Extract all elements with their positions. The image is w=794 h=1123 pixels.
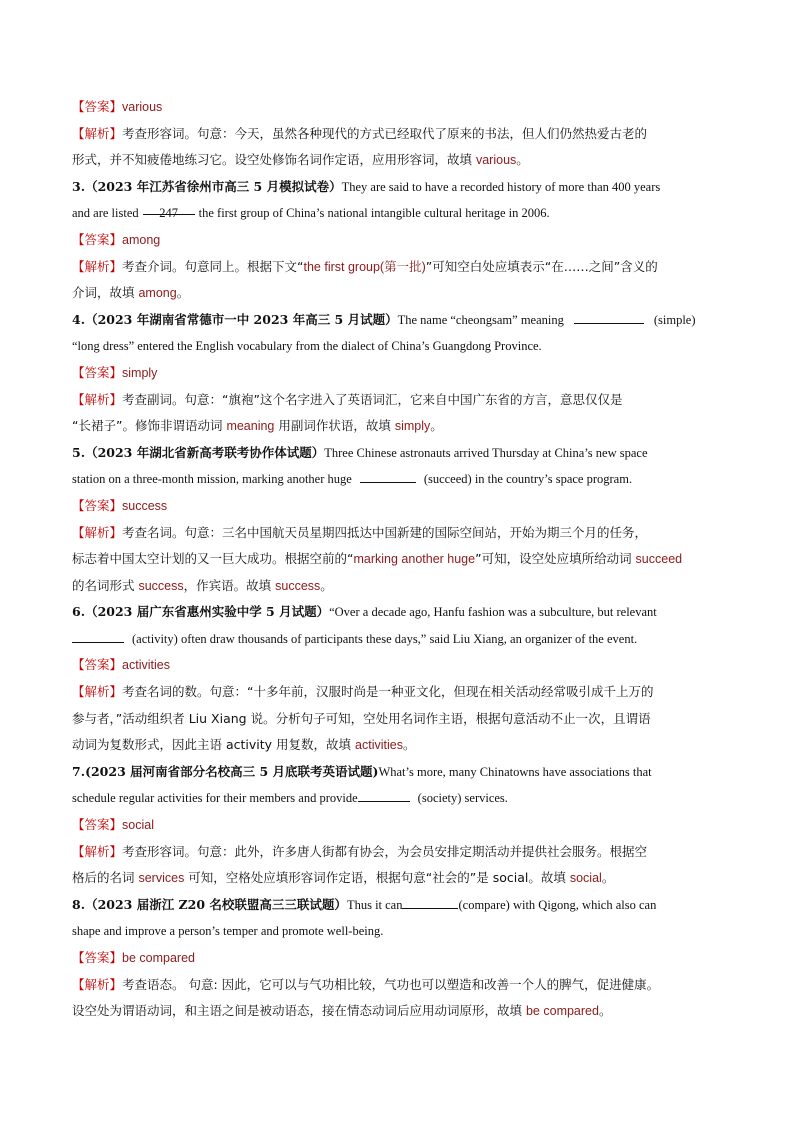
question-text: (society) services. [417,791,508,806]
answer-value: simply [122,365,158,380]
answer-value: social [122,818,154,833]
answer-tag: 【答案】 [72,364,123,380]
analysis-line [72,520,722,547]
answer-line [72,945,722,972]
answer-value: be compared [122,951,195,965]
analysis-text: 考查名词。句意：三名中国航天员星期四抵达中国新建的国际空间站，开始为期三个月的任务， [122,524,648,540]
analysis-line [72,254,722,281]
answer-tag: 【答案】 [72,231,123,247]
question-text: The name “cheongsam” meaning [397,312,564,327]
question-line [72,759,722,786]
answer-line [72,94,722,121]
answer-tag: 【答案】 [72,657,123,673]
analysis-text: 考查形容词。句意：今天，虽然各种现代的方式已经取代了原来的书法，但人们仍然热爱古老的 [122,125,648,141]
answer-blank[interactable] [402,894,458,909]
term-highlight: meaning [226,419,275,434]
analysis-tag: 【解析】 [72,125,123,141]
analysis-text: 的名词形式 [72,577,139,593]
question-text: schedule regular activities for their members and provide [72,791,358,806]
analysis-tag: 【解析】 [72,258,123,274]
analysis-text: 。 [402,737,416,753]
question-line [72,599,722,626]
analysis-tag: 【解析】 [72,391,123,407]
analysis-text: Liu Xiang [188,710,247,726]
analysis-text: 考查语态。 句意: 因此，它可以与气功相比较，气功也可以塑造和改善一个人的脾气，促进健康。 [122,976,660,992]
question-source: （2023 届浙江 Z20 名校联盟高三三联试题） [85,896,347,912]
question-text: (activity) often draw thousands of participants these days,” said Liu Xiang, an organizer of the event. [132,631,638,646]
analysis-text: 标志着中国太空计划的又一巨大成功。根据空前的“ [72,551,354,567]
question-line [72,174,722,201]
analysis-line [72,732,722,759]
answer-tag: 【答案】 [72,950,123,965]
answer-value: various [122,100,163,114]
question-line [72,892,722,919]
analysis-text: 动词为复数形式，因此主语 [72,737,226,753]
question-source: （2023 年江苏省徐州市高三 5 月模拟试卷） [85,178,342,194]
question-text: Thus it can [346,897,403,912]
question-number: 6. [72,604,86,620]
analysis-text: 考查名词的数。句意：“十多年前，汉服时尚是一种亚文化，但现在相关活动经常吸引成千上万的 [122,684,654,700]
analysis-text: ”可知，设空处应填所给动词 [475,551,636,567]
answer-line [72,360,722,387]
analysis-tag: 【解析】 [72,843,123,859]
answer-highlight: be compared [525,1004,599,1019]
analysis-text: 。 [601,870,615,886]
analysis-tag: 【解析】 [72,684,123,700]
analysis-line [72,413,722,440]
question-text: “long dress” entered the English vocabulary from the dialect of China’s Guangdong Province. [72,339,542,354]
answer-highlight: various [475,153,517,168]
answer-line [72,812,722,839]
answer-line [72,652,722,679]
analysis-text: 考查介词。句意同上。根据下文“ [122,258,304,274]
question-text: What’s more, many Chinatowns have associations that [378,764,652,779]
analysis-text: 可知，空格处应填形容词作定语，根据句意“社会的”是 [184,870,493,886]
answer-value: among [122,232,161,247]
question-source: （2023 年湖北省新高考联考协作体试题） [85,444,325,460]
answer-blank[interactable] [72,628,124,643]
analysis-text: 用复数，故填 [272,737,356,753]
answer-blank[interactable]: 247 [143,200,195,215]
answer-value: success [122,498,168,513]
analysis-line [72,147,722,174]
answer-highlight: activities [355,738,403,753]
answer-line [72,493,722,520]
question-text: They are said to have a recorded history of more than 400 years [341,179,661,194]
analysis-line [72,121,722,148]
question-number: 5. [72,444,86,460]
document-page [72,94,722,1025]
question-text: station on a three-month mission, marking another huge [72,472,352,487]
analysis-text: social [492,870,529,886]
question-number: 8. [72,896,86,912]
term-highlight: services [138,871,185,886]
question-hint: (simple) [653,312,696,327]
question-text: (compare) with Qigong, which also can [458,897,657,912]
answer-tag: 【答案】 [72,817,123,833]
analysis-text: 设空处为谓语动词，和主语之间是被动语态，接在情态动词后应用动词原形，故填 [72,1003,526,1019]
analysis-text: 。 [320,577,333,593]
analysis-text: 参与者，”活动组织者 [72,710,189,726]
answer-blank[interactable] [358,787,410,802]
analysis-tag: 【解析】 [72,524,123,540]
analysis-line [72,706,722,733]
term-highlight: succeed [635,552,683,567]
analysis-text: 介词，故填 [72,285,139,301]
answer-blank[interactable] [574,309,644,324]
analysis-text: 。 [430,418,443,434]
analysis-text: 。 [176,285,190,301]
answer-highlight: among [138,286,177,301]
analysis-line [72,546,722,573]
analysis-line [72,839,722,866]
answer-value: activities [122,658,170,673]
question-source: （2023 年湖南省常德市一中 2023 年高三 5 月试题） [85,311,398,327]
question-line [72,785,722,812]
question-text: and are listed [72,206,139,221]
analysis-text: 考查副词。句意：“旗袍”这个名字进入了英语词汇，它来自中国广东省的方言，意思仅仅是 [122,391,623,407]
question-text: Three Chinese astronauts arrived Thursday at China’s new space [324,445,648,460]
question-number: 3. [72,178,86,194]
analysis-text: 考查形容词。句意：此外，许多唐人街都有协会，为会员安排定期活动并提供社会服务。根据空 [122,843,648,859]
quote-highlight: marking another huge [353,552,476,567]
analysis-text: 说。分析句子可知，空处用名词作主语，根据句意活动不止一次，且谓语 [246,710,651,726]
analysis-text: “长裙子”。修饰非谓语动词 [72,418,227,434]
analysis-line [72,972,722,999]
question-text: “Over a decade ago, Hanfu fashion was a subculture, but relevant [329,605,657,620]
answer-tag: 【答案】 [72,497,123,513]
question-line [72,200,722,227]
question-line [72,333,722,360]
question-number: 4. [72,311,86,327]
question-line [72,466,722,493]
analysis-text: 用副词作状语，故填 [274,418,395,434]
analysis-text: 。 [598,1003,612,1019]
question-text: (succeed) in the country’s space program. [423,472,633,487]
analysis-text: 格后的名词 [72,870,139,886]
question-text: the first group of China’s national intangible cultural heritage in 2006. [198,206,550,221]
analysis-text: ，作宾语。故填 [183,577,276,593]
question-line [72,626,722,653]
analysis-tag: 【解析】 [72,976,123,992]
answer-blank[interactable] [360,468,416,483]
analysis-text: activity [225,737,273,753]
analysis-line [72,573,722,600]
quote-highlight: the first group(第一批) [303,259,426,274]
analysis-line [72,865,722,892]
analysis-line [72,679,722,706]
question-line [72,918,722,945]
analysis-line [72,387,722,414]
term-highlight: success [138,578,184,593]
analysis-text: 。 [516,152,529,168]
question-line [72,440,722,467]
answer-highlight: success [275,578,321,593]
analysis-text: ”可知空白处应填表示“在……之间”含义的 [425,258,658,274]
answer-highlight: simply [394,419,431,434]
question-number: 7. [72,763,86,779]
analysis-line [72,998,722,1025]
question-line [72,307,722,334]
answer-tag: 【答案】 [72,99,123,114]
answer-line [72,227,722,254]
analysis-text: 形式，并不知疲倦地练习它。设空处修饰名词作定语，应用形容词，故填 [72,152,476,168]
question-source: (2023 届河南省部分名校高三 5 月底联考英语试题) [85,763,379,779]
analysis-line [72,280,722,307]
question-source: （2023 届广东省惠州实验中学 5 月试题） [85,604,330,620]
answer-highlight: social [569,871,602,886]
question-text: shape and improve a person’s temper and promote well-being. [72,924,384,939]
analysis-text: 。故填 [528,870,570,886]
